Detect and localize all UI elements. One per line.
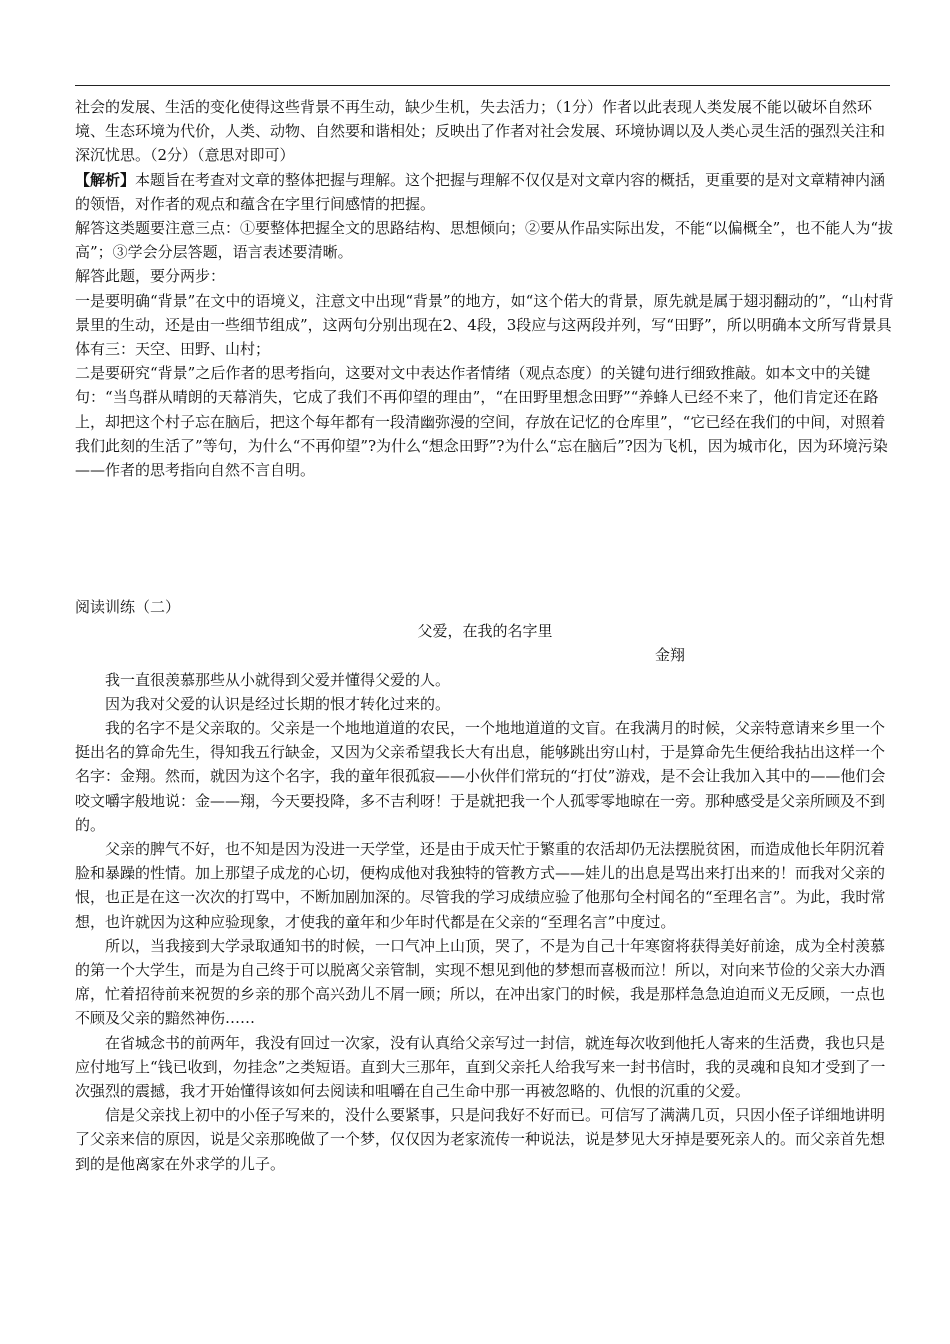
article-paragraph: 所以，当我接到大学录取通知书的时候，一口气冲上山顶，哭了，不是为自己十年寒窗将获得美好前途，成为全村羡慕的第一个大学生，而是为自己终于可以脱离父亲管制，实现不想见到他的梦想而喜极而泣！所以，对向来节俭的父亲大办酒席，忙着招待前来祝贺的乡亲的那个高兴劲儿不屑一顾；所以，在冲出家门的时候，我是那样急急迫迫而义无反顾，一点也不顾及父亲的黯然神伤…… (75, 936, 886, 1028)
analysis-paragraph (75, 168, 895, 216)
guidance-text: 解答这类题要注意三点：①要整体把握全文的思路结构、思想倾向；②要从作品实际出发，不能“以偏概全”，也不能人为“拔高”；③学会分层答题，语言表述要清晰。 (75, 219, 894, 262)
answer-text: 社会的发展、生活的变化使得这些背景不再生动，缺少生机，失去活力；（1分）作者以此表现人类发展不能以破坏自然环境、生态环境为代价，人类、动物、自然要和谐相处；反映出了作者对社会发展、环境协调以及人类心灵生活的强烈关注和深沉忧思。（2分）（意思对即可） (75, 98, 886, 165)
article-paragraph: 信是父亲找上初中的小侄子写来的，没什么要紧事，只是问我好不好而已。可信写了满满几页，只因小侄子详细地讲明了父亲来信的原因，说是父亲那晚做了一个梦，仅仅因为老家流传一种说法，说是梦见大牙掉是要死亲人的。而父亲首先想到的是他离家在外求学的儿子。 (75, 1106, 886, 1173)
section-heading: 阅读训练（二） (75, 598, 181, 616)
top-rule (75, 85, 890, 86)
article-paragraph: 因为我对父爱的认识是经过长期的恨才转化过来的。 (105, 694, 451, 713)
answer-section (75, 95, 895, 482)
article-paragraph: 父亲的脾气不好，也不知是因为没进一天学堂，还是由于成天忙于繁重的农活却仍无法摆脱贫困，而造成他长年阴沉着脸和暴躁的性情。加上那望子成龙的心切，便构成他对我独特的管教方式——娃儿的出息是骂出来打出来的！而我对父亲的恨，也正是在这一次次的打骂中，不断加剧加深的。尽管我的学习成绩应验了他那句全村闻名的“至理名言”。为此，我时常想，也许就因为这种应验现象，才使我的童年和少年时代都是在父亲的“至理名言”中度过。 (75, 840, 886, 931)
step-two: 二是要研究“背景”之后作者的思考指向，这要对文中表达作者情绪（观点态度）的关键句进行细致推敲。如本文中的关键句：“当鸟群从晴朗的天幕消失，它成了我们不再仰望的理由”，“在田野里想念田野”“养蜂人已经不来了，他们肯定还在路上，却把这个村子忘在脑后，把这个每年都有一段清幽弥漫的空间，存放在记忆的仓库里”，“它已经在我们的中间，对照着我们此刻的生活了”等句，为什么“不再仰望”?为什么“想念田野”?为什么“忘在脑后”?因为飞机，因为城市化，因为环境污染——作者的思考指向自然不言自明。 (75, 364, 888, 480)
reading-section (75, 595, 895, 1176)
analysis-text: 本题旨在考查对文章的整体把握与理解。这个把握与理解不仅仅是对文章内容的概括，更重要的是对文章精神内涵的领悟，对作者的观点和蕴含在字里行间感情的把握。 (75, 170, 886, 213)
article-author: 金翔 (654, 646, 685, 665)
article-paragraph: 在省城念书的前两年，我没有回过一次家，没有认真给父亲写过一封信，就连每次收到他托人寄来的生活费，我也只是应付地写上“钱已收到，勿挂念”之类短语。直到大三那年，直到父亲托人给我写来一封书信时，我的灵魂和良知才受到了一次强烈的震撼，我才开始懂得该如何去阅读和咀嚼在自己生命中那一再被忽略的、仇恨的沉重的父爱。 (75, 1033, 886, 1101)
article-title: 父爱，在我的名字里 (417, 622, 553, 641)
analysis-label: 【解析】 (75, 170, 136, 189)
steps-intro: 解答此题，要分两步： (75, 267, 226, 286)
article-paragraph: 我一直很羡慕那些从小就得到父爱并懂得父爱的人。 (105, 670, 451, 689)
step-one: 一是要明确“背景”在文中的语境义，注意文中出现“背景”的地方，如“这个偌大的背景，原先就是属于翅羽翻动的”，“山村背景里的生动，还是由一些细节组成”，这两句分别出现在2、4段，3段应与这两段并列，写“田野”，所以明确本文所写背景具体有三：天空、田野、山村； (75, 291, 894, 359)
article-paragraph: 我的名字不是父亲取的。父亲是一个地地道道的农民，一个地地道道的文盲。在我满月的时候，父亲特意请来乡里一个挺出名的算命先生，得知我五行缺金，又因为父亲希望我长大有出息，能够跳出穷山村，于是算命先生便给我拈出这样一个名字：金翔。然而，就因为这个名字，我的童年很孤寂——小伙伴们常玩的“打仗”游戏，是不会让我加入其中的——他们会咬文嚼字般地说：金——翔，今天要投降，多不吉利呀！于是就把我一个人孤零零地晾在一旁。那种感受是父亲所顾及不到的。 (75, 719, 886, 834)
